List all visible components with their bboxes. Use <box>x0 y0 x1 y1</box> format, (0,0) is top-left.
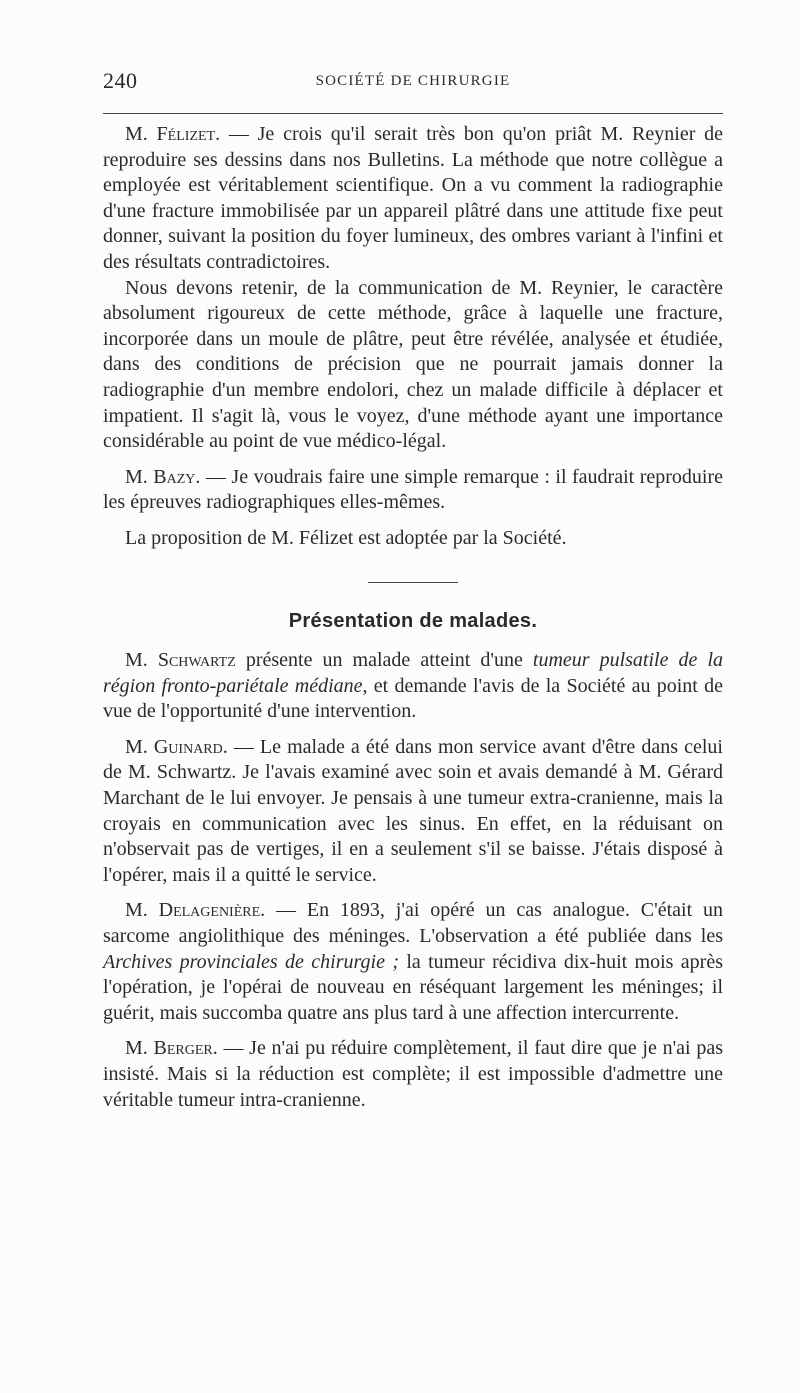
page-header <box>103 68 723 102</box>
paragraph-text: , et demande l'avis de la Société au point de vue de l'opportunité d'une intervention. <box>103 674 723 723</box>
paragraph-bazy <box>103 465 723 516</box>
paragraph-text: — Je crois qu'il serait très bon qu'on priât M. Reynier de reproduire ses dessins dans nos Bulletins. La méthode que notre collègue a employée est véritablement scientifique. On a vu comment la radiographie d'une fracture immobilisée par un appareil plâtré dans une attitude fixe peut donner, suivant la position du foyer lumineux, des ombres variant à l'infini et des résultats contradictoires. <box>103 123 724 273</box>
paragraph-reynier-method <box>103 276 723 455</box>
paragraph-schwartz <box>103 648 723 725</box>
paragraph-text: La proposition de M. Félizet est adoptée par la Société. <box>125 526 567 549</box>
paragraph-berger <box>103 1036 723 1113</box>
section-separator <box>368 582 458 583</box>
paragraph-text: Nous devons retenir, de la communication de M. Reynier, le caractère absolument rigoureux de cette méthode, grâce à laquelle une fracture, incorporée dans un moule de plâtre, peut être révélée, analysée et étudiée, dans des conditions de précision que ne pourrait jamais donner la radiographie d'un membre endolori, chez un malade difficile à déplacer et impatient. Il s'agit là, vous le voyez, d'une méthode ayant une importance considérable au point de vue médico-légal. <box>103 276 723 453</box>
paragraph-text: présente un malade atteint d'une <box>235 649 533 672</box>
running-head: SOCIÉTÉ DE CHIRURGIE <box>315 73 511 89</box>
italic-text: tumeur pulsatile de la région fronto-pariétale médiane <box>103 649 724 697</box>
speaker-name: M. Guinard. <box>125 735 228 758</box>
speaker-name: M. Delagenière. <box>125 899 266 922</box>
paragraph-text: — Je voudrais faire une simple remarque : il faudrait reproduire les épreuves radiographiques elles-mêmes. <box>103 465 723 514</box>
speaker-name: M. Schwartz <box>125 649 236 672</box>
paragraph-guinard <box>103 735 723 889</box>
paragraph-text: la tumeur récidiva dix-huit mois après l'opération, je l'opérai de nouveau en réséquant largement les méninges; il guérit, mais succomba quatre ans plus tard à une affection intercurrente. <box>103 950 723 1024</box>
body-text <box>103 122 723 1113</box>
page-number: 240 <box>103 68 138 93</box>
section-title: Présentation de malades. <box>288 609 538 632</box>
paragraph-delageniere <box>103 898 723 1026</box>
paragraph-text: — Je n'ai pu réduire complètement, il faut dire que je n'ai pas insisté. Mais si la réduction est complète; il est impossible d'admettre une véritable tumeur intra-cranienne. <box>103 1037 723 1111</box>
header-rule <box>103 113 723 114</box>
italic-text: Archives provinciales de chirurgie ; <box>103 950 399 973</box>
paragraph-text: — En 1893, j'ai opéré un cas analogue. C'était un sarcome angiolithique des méninges. L'observation a été publiée dans les <box>103 899 723 948</box>
speaker-name: M. Berger. <box>125 1037 218 1060</box>
paragraph-felizet <box>103 122 723 276</box>
paragraph-proposition <box>103 526 723 552</box>
paragraph-text: — Le malade a été dans mon service avant d'être dans celui de M. Schwartz. Je l'avais examiné avec soin et avais demandé à M. Gérard Marchant de le lui envoyer. Je pensais à une tumeur extra-cranienne, mais la croyais en communication avec les sinus. En effet, en la réduisant on n'observait pas de vertiges, il en a seulement s'il se baisse. J'étais disposé à l'opérer, mais il a quitté le service. <box>103 735 723 886</box>
speaker-name: M. Bazy. <box>125 465 201 488</box>
speaker-name: M. Félizet. <box>125 123 221 145</box>
